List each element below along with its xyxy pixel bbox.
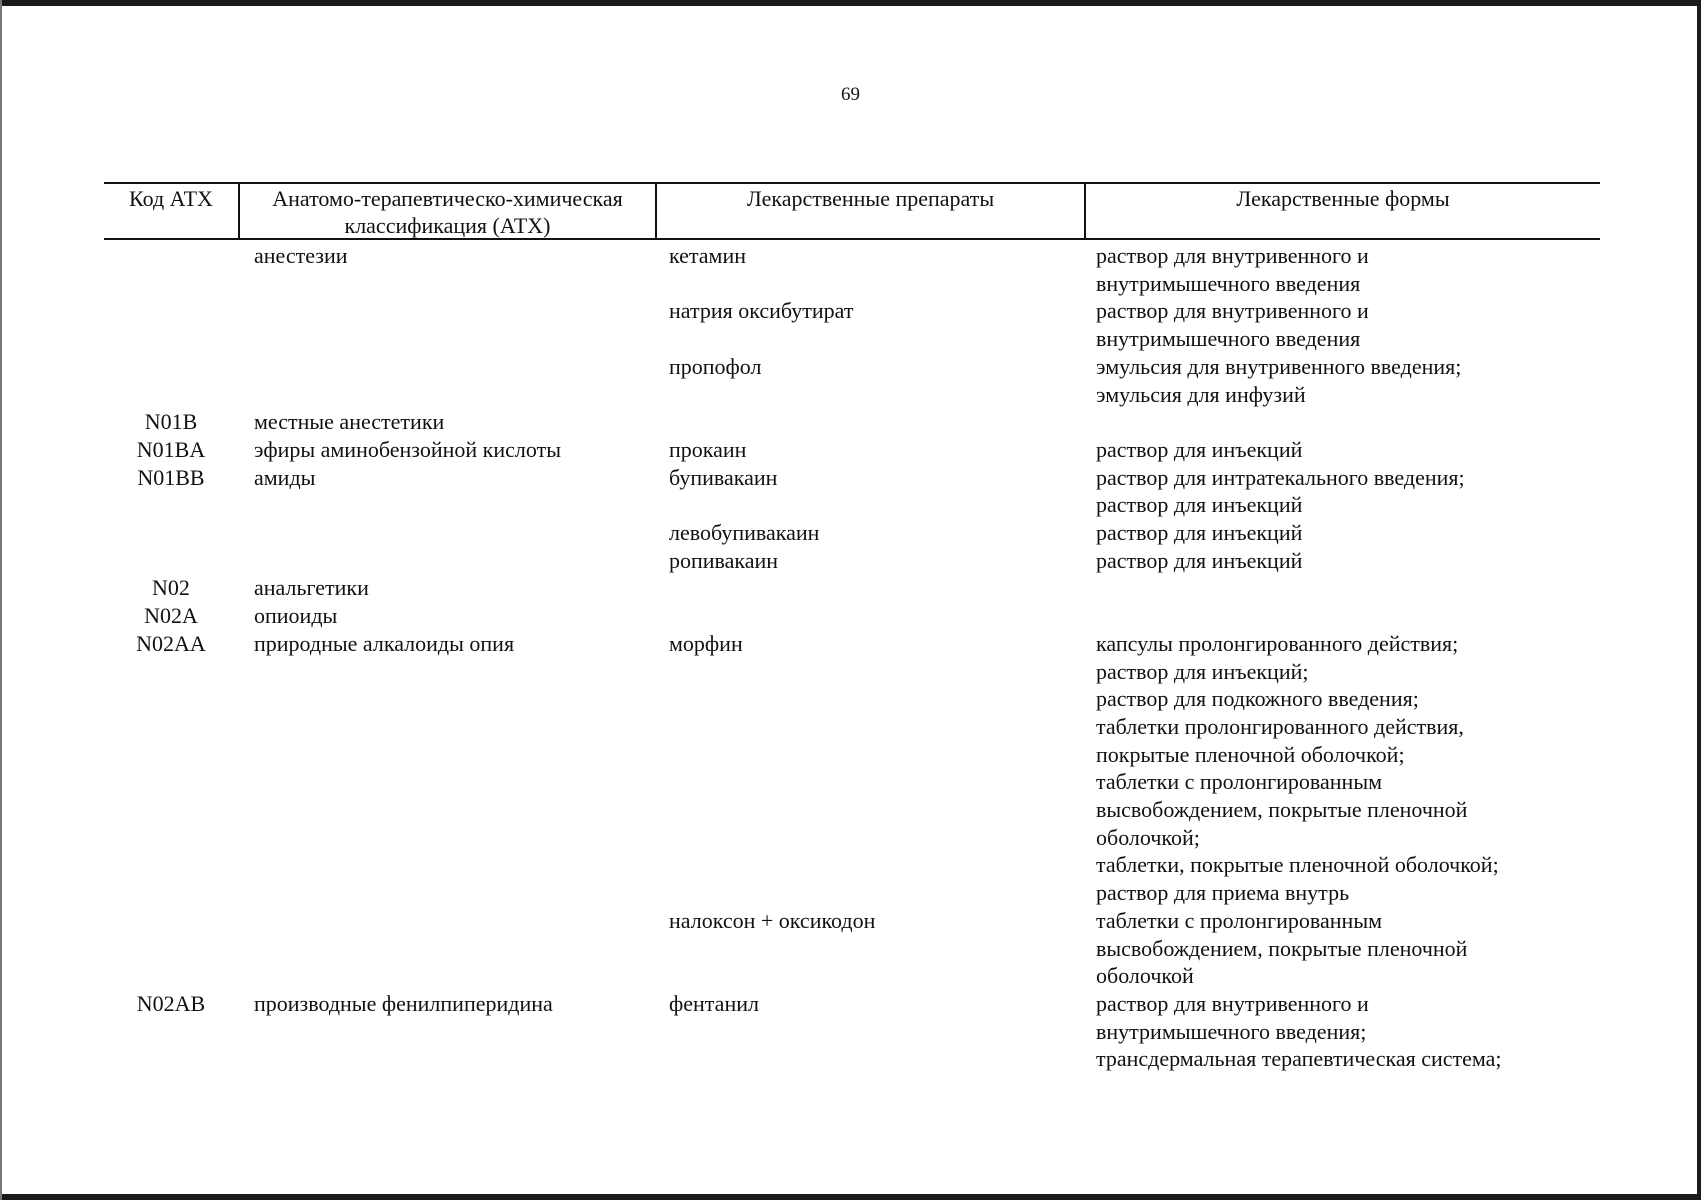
table-row	[104, 464, 1600, 519]
atc-code: N01BB	[137, 464, 205, 490]
scan-border-top	[0, 0, 1701, 6]
dosage-form-line: раствор для инъекций;	[1096, 658, 1309, 684]
dosage-form-line: раствор для приема внутрь	[1096, 880, 1350, 906]
dosage-forms	[1084, 297, 1600, 352]
atc-code: N02AA	[136, 630, 206, 656]
dosage-form-line: раствор для инъекций	[1096, 492, 1303, 518]
scan-border-bottom	[0, 1194, 1701, 1200]
dosage-form-line: таблетки с пролонгированным	[1096, 769, 1383, 795]
atc-table	[104, 182, 1600, 1073]
table-body	[104, 240, 1600, 1073]
dosage-form-line: капсулы пролонгированного действия;	[1096, 630, 1459, 656]
dosage-forms	[1084, 436, 1600, 464]
page-number: 69	[841, 84, 860, 105]
dosage-form-line: раствор для подкожного введения;	[1096, 686, 1419, 712]
header-code: Код АТХ	[129, 186, 213, 211]
atc-classification: анальгетики	[254, 575, 369, 601]
table-row	[104, 630, 1600, 907]
dosage-forms	[1084, 990, 1600, 1073]
dosage-forms	[1084, 630, 1600, 907]
drug-name: кетамин	[669, 243, 747, 268]
dosage-form-line: трансдермальная терапевтическая система;	[1096, 1046, 1502, 1072]
dosage-forms	[1084, 907, 1600, 990]
table-row	[104, 436, 1600, 464]
drug-name: ропивакаин	[669, 547, 779, 573]
dosage-form-line: раствор для интратекального введения;	[1096, 464, 1465, 490]
atc-classification: анестезии	[254, 243, 348, 268]
scan-border-left	[0, 0, 2, 1200]
dosage-form-line: оболочкой;	[1096, 824, 1200, 850]
atc-classification: амиды	[254, 464, 316, 490]
dosage-form-line: внутримышечного введения	[1096, 326, 1361, 352]
dosage-form-line: высвобождением, покрытые пленочной	[1096, 935, 1468, 961]
table-row	[104, 242, 1600, 297]
drug-name: прокаин	[669, 436, 747, 462]
dosage-form-line: таблетки, покрытые пленочной оболочкой;	[1096, 852, 1499, 878]
atc-classification: природные алкалоиды опия	[254, 630, 515, 656]
drug-name: бупивакаин	[669, 464, 778, 490]
table-row	[104, 408, 1600, 436]
dosage-forms	[1084, 519, 1600, 547]
drug-name: натрия оксибутират	[669, 298, 854, 324]
drug-name: пропофол	[669, 353, 762, 379]
atc-code: N02	[152, 575, 190, 601]
dosage-form-line: раствор для внутривенного и	[1096, 298, 1369, 324]
scan-border-right	[1697, 0, 1701, 1200]
table-row	[104, 353, 1600, 408]
atc-classification: местные анестетики	[254, 409, 445, 435]
atc-classification: эфиры аминобензойной кислоты	[254, 436, 561, 462]
dosage-form-line: покрытые пленочной оболочкой;	[1096, 741, 1405, 767]
dosage-form-line: таблетки пролонгированного действия,	[1096, 713, 1464, 739]
table-row	[104, 990, 1600, 1073]
atc-code: N02A	[144, 603, 198, 629]
table-row	[104, 297, 1600, 352]
table-row	[104, 907, 1600, 990]
drug-name: левобупивакаин	[669, 520, 820, 546]
dosage-form-line: раствор для инъекций	[1096, 520, 1303, 546]
dosage-forms	[1084, 464, 1600, 519]
dosage-forms	[1084, 242, 1600, 297]
dosage-form-line: раствор для инъекций	[1096, 436, 1303, 462]
table-row	[104, 519, 1600, 547]
table-header	[104, 182, 1600, 240]
dosage-form-line: эмульсия для инфузий	[1096, 381, 1306, 407]
atc-code: N02AB	[136, 990, 206, 1016]
dosage-form-line: раствор для инъекций	[1096, 547, 1303, 573]
atc-classification: опиоиды	[254, 603, 338, 629]
drug-name: морфин	[669, 630, 743, 656]
table-row	[104, 602, 1600, 630]
header-classification: Анатомо-терапевтическо-химическая классификация (АТХ)	[238, 184, 655, 238]
drug-name: налоксон + оксикодон	[669, 907, 876, 933]
dosage-form-line: таблетки с пролонгированным	[1096, 907, 1383, 933]
dosage-forms	[1084, 547, 1600, 575]
dosage-forms	[1084, 353, 1600, 408]
drug-name: фентанил	[669, 990, 759, 1016]
atc-code: N01B	[144, 409, 198, 435]
dosage-form-line: внутримышечного введения;	[1096, 1018, 1367, 1044]
table-row	[104, 574, 1600, 602]
atc-code: N01BA	[136, 436, 206, 462]
table-row	[104, 547, 1600, 575]
dosage-form-line: раствор для внутривенного и	[1096, 243, 1369, 268]
atc-classification: производные фенилпиперидина	[254, 990, 553, 1016]
dosage-form-line: оболочкой	[1096, 963, 1194, 989]
dosage-form-line: раствор для внутривенного и	[1096, 990, 1369, 1016]
header-drugs: Лекарственные препараты	[655, 184, 1084, 238]
dosage-form-line: высвобождением, покрытые пленочной	[1096, 797, 1468, 823]
dosage-form-line: внутримышечного введения	[1096, 270, 1361, 296]
dosage-form-line: эмульсия для внутривенного введения;	[1096, 353, 1462, 379]
header-forms: Лекарственные формы	[1084, 184, 1600, 238]
